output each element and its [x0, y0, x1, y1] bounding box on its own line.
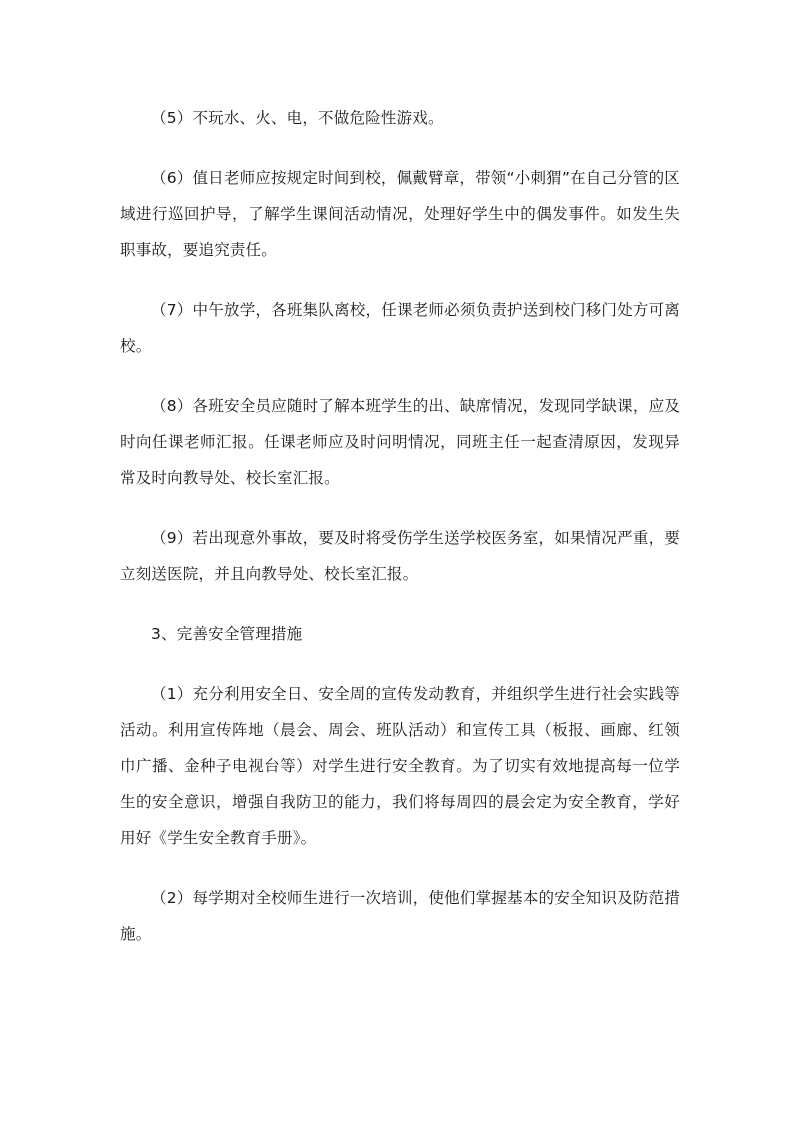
section-heading: 3、完善安全管理措施 [151, 625, 303, 643]
paragraph-item-9: （9）若出现意外事故，要及时将受伤学生送学校医务室，如果情况严重，要立刻送医院，并且向教导处、校长室汇报。 [120, 529, 680, 583]
paragraph-item-5: （5）不玩水、火、电，不做危险性游戏。 [151, 109, 444, 127]
paragraph-item-8: （8）各班安全员应随时了解本班学生的出、缺席情况，发现同学缺课，应及时向任课老师汇报。任课老师应及时问明情况，同班主任一起查清原因，发现异常及时向教导处、校长室汇报。 [120, 397, 680, 487]
paragraph-measure-2: （2）每学期对全校师生进行一次培训，使他们掌握基本的安全知识及防范措施。 [120, 889, 680, 943]
document-body [120, 100, 680, 976]
paragraph-measure-1: （1）充分利用安全日、安全周的宣传发动教育，并组织学生进行社会实践等活动。利用宣传阵地（晨会、周会、班队活动）和宣传工具（板报、画廊、红领巾广播、金种子电视台等）对学生进行安全教育。为了切实有效地提高每一位学生的安全意识，增强自我防卫的能力，我们将每周四的晨会定为安全教育，学好用好《学生安全教育手册》。 [120, 685, 680, 847]
paragraph-item-7: （7）中午放学，各班集队离校，任课老师必须负责护送到校门移门处方可离校。 [120, 301, 680, 355]
paragraph-item-6: （6）值日老师应按规定时间到校，佩戴臂章，带领“小刺猬”在自己分管的区域进行巡回护导，了解学生课间活动情况，处理好学生中的偶发事件。如发生失职事故，要追究责任。 [120, 169, 680, 259]
